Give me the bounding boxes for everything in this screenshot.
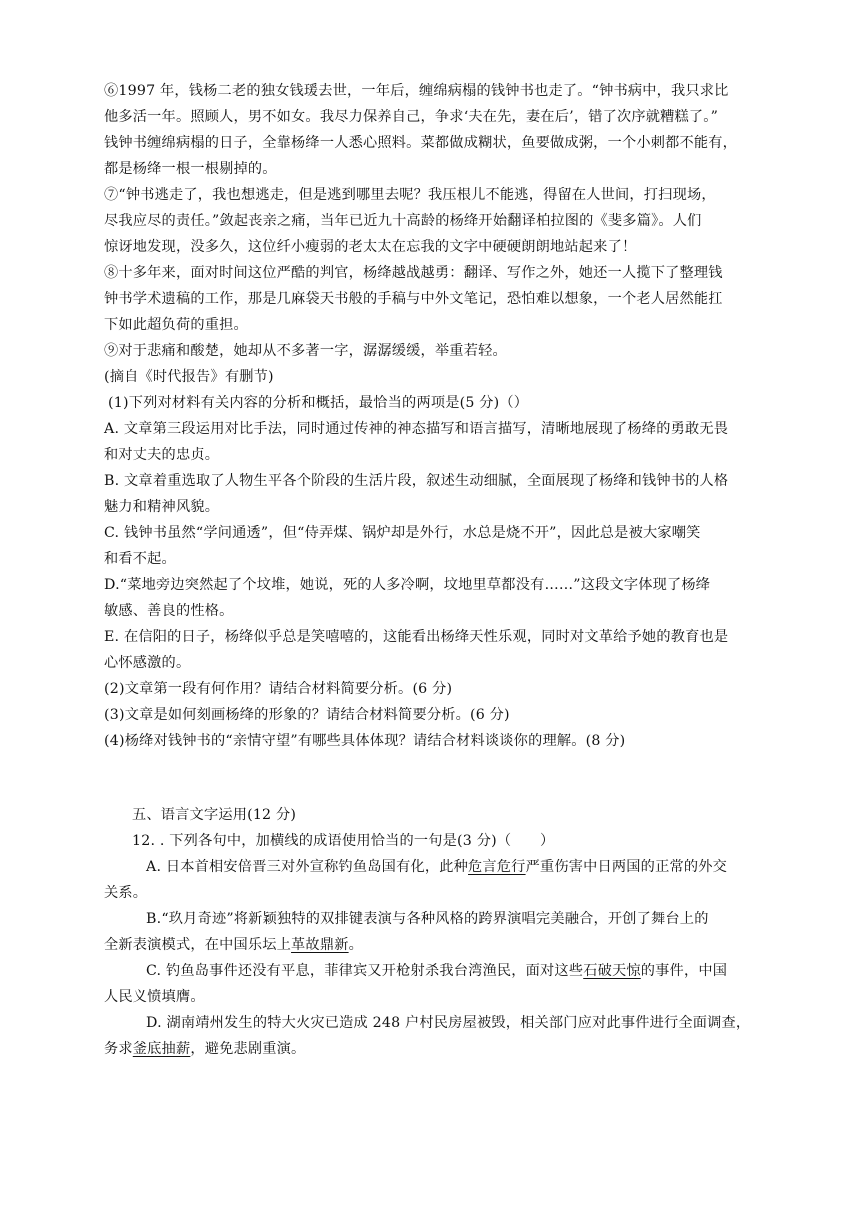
- question-3: (3)文章是如何刻画杨绛的形象的？请结合材料简要分析。(6 分): [104, 707, 510, 723]
- question-12: 12. . 下列各句中，加横线的成语使用恰当的一句是(3 分)（ ）: [132, 833, 555, 849]
- option-a-line-1: A. 文章第三段运用对比手法，同时通过传神的神态描写和语言描写，清晰地展现了杨绛的勇敢无畏: [104, 421, 729, 437]
- q12-option-a-line-2: 关系。: [104, 885, 148, 901]
- source-note: (摘自《时代报告》有删节): [104, 369, 274, 385]
- q12-b-text-after: 。: [348, 937, 363, 953]
- q12-d-text-after: ，避免悲剧重演。: [190, 1041, 306, 1057]
- q12-a-text-before: A. 日本首相安倍晋三对外宣称钓鱼岛国有化，此种: [146, 859, 469, 875]
- section-5-heading: 五、语言文字运用(12 分): [132, 807, 297, 823]
- q12-a-text-after: 严重伤害中日两国的正常的外交: [525, 859, 728, 875]
- q12-c-text-before: C. 钓鱼岛事件还没有平息，菲律宾又开枪射杀我台湾渔民，面对这些: [146, 963, 584, 979]
- question-1: (1)下列对材料有关内容的分析和概括，最恰当的两项是(5 分)（）: [108, 395, 529, 411]
- q12-b-text-before: 全新表演模式，在中国乐坛上: [104, 937, 292, 953]
- q12-d-text-before: 务求: [104, 1041, 133, 1057]
- paragraph-8-line-3: 下如此超负荷的重担。: [104, 317, 248, 333]
- q12-option-c-line-2: 人民义愤填膺。: [104, 989, 205, 1005]
- option-b-line-2: 魅力和精神风貌。: [104, 499, 220, 515]
- option-d-line-1: D.“菜地旁边突然起了个坟堆，她说，死的人多冷啊，坟地里草都没有……”这段文字体现了杨绛: [104, 577, 711, 593]
- q12-option-d-line-1: D. 湖南靖州发生的特大火灾已造成 248 户村民房屋被毁，相关部门应对此事件进行全面调查，: [146, 1015, 751, 1031]
- q12-option-d-line-2: [104, 1036, 305, 1062]
- q12-a-idiom: 危言危行: [468, 859, 526, 875]
- option-c-line-1: C. 钱钟书虽然“学问通透”，但“侍弄煤、锅炉却是外行，水总是烧不开”，因此总是被大家嘲笑: [104, 525, 701, 541]
- q12-d-idiom: 釜底抽薪: [132, 1041, 191, 1057]
- option-d-line-2: 敏感、善良的性格。: [104, 603, 234, 619]
- paragraph-6-line-1: ⑥1997 年，钱杨二老的独女钱瑗去世，一年后，缠绵病榻的钱钟书也走了。“钟书病中，我只求比: [104, 83, 729, 99]
- q12-option-b-line-1: B.“玖月奇迹”将新颖独特的双排键表演与各种风格的跨界演唱完美融合，开创了舞台上的: [146, 911, 709, 927]
- question-2: (2)文章第一段有何作用？请结合材料简要分析。(6 分): [104, 681, 453, 697]
- paragraph-6-line-3: 钱钟书缠绵病榻的日子，全靠杨绛一人悉心照料。菜都做成糊状，鱼要做成粥，一个小刺都不能有，: [104, 135, 738, 151]
- paragraph-6-line-2: 他多活一年。照顾人，男不如女。我尽力保养自己，争求‘夫在先，妻在后’，错了次序就糟糕了。”: [104, 109, 719, 125]
- option-a-line-2: 和对丈夫的忠贞。: [104, 447, 220, 463]
- q12-c-text-after: 的事件，中国: [640, 963, 728, 979]
- paragraph-9: ⑨对于悲痛和酸楚，她却从不多著一字，潺潺缓缓，举重若轻。: [104, 343, 507, 359]
- option-e-line-2: 心怀感激的。: [104, 655, 191, 671]
- q12-option-a-line-1: [146, 854, 727, 880]
- q12-option-c-line-1: [146, 958, 727, 984]
- q12-c-idiom: 石破天惊: [583, 963, 641, 979]
- q12-option-b-line-2: [104, 932, 363, 958]
- option-b-line-1: B. 文章着重选取了人物生平各个阶段的生活片段，叙述生动细腻，全面展现了杨绛和钱钟书的人格: [104, 473, 729, 489]
- paragraph-6-line-4: 都是杨绛一根一根剔掉的。: [104, 161, 277, 177]
- paragraph-7-line-3: 惊讶地发现，没多久，这位纤小瘦弱的老太太在忘我的文字中硬硬朗朗地站起来了！: [104, 239, 637, 255]
- paragraph-8-line-1: ⑧十多年来，面对时间这位严酷的判官，杨绛越战越勇：翻译、写作之外，她还一人揽下了整理钱: [104, 265, 723, 281]
- option-e-line-1: E. 在信阳的日子，杨绛似乎总是笑嘻嘻的，这能看出杨绛天性乐观，同时对文革给予她的教育也是: [104, 629, 729, 645]
- question-4: (4)杨绛对钱钟书的“亲情守望”有哪些具体体现？请结合材料谈谈你的理解。(8 分): [104, 733, 626, 749]
- paragraph-7-line-1: ⑦“钟书逃走了，我也想逃走，但是逃到哪里去呢？我压根儿不能逃，得留在人世间，打扫现场，: [104, 187, 716, 203]
- q12-b-idiom: 革故鼎新: [291, 937, 349, 953]
- option-c-line-2: 和看不起。: [104, 551, 176, 567]
- paragraph-7-line-2: 尽我应尽的责任。”敛起丧亲之痛，当年已近九十高龄的杨绛开始翻译柏拉图的《斐多篇》。人们: [104, 213, 702, 229]
- paragraph-8-line-2: 钟书学术遗稿的工作，那是几麻袋天书般的手稿与中外文笔记，恐怕难以想象，一个老人居然能扛: [104, 291, 723, 307]
